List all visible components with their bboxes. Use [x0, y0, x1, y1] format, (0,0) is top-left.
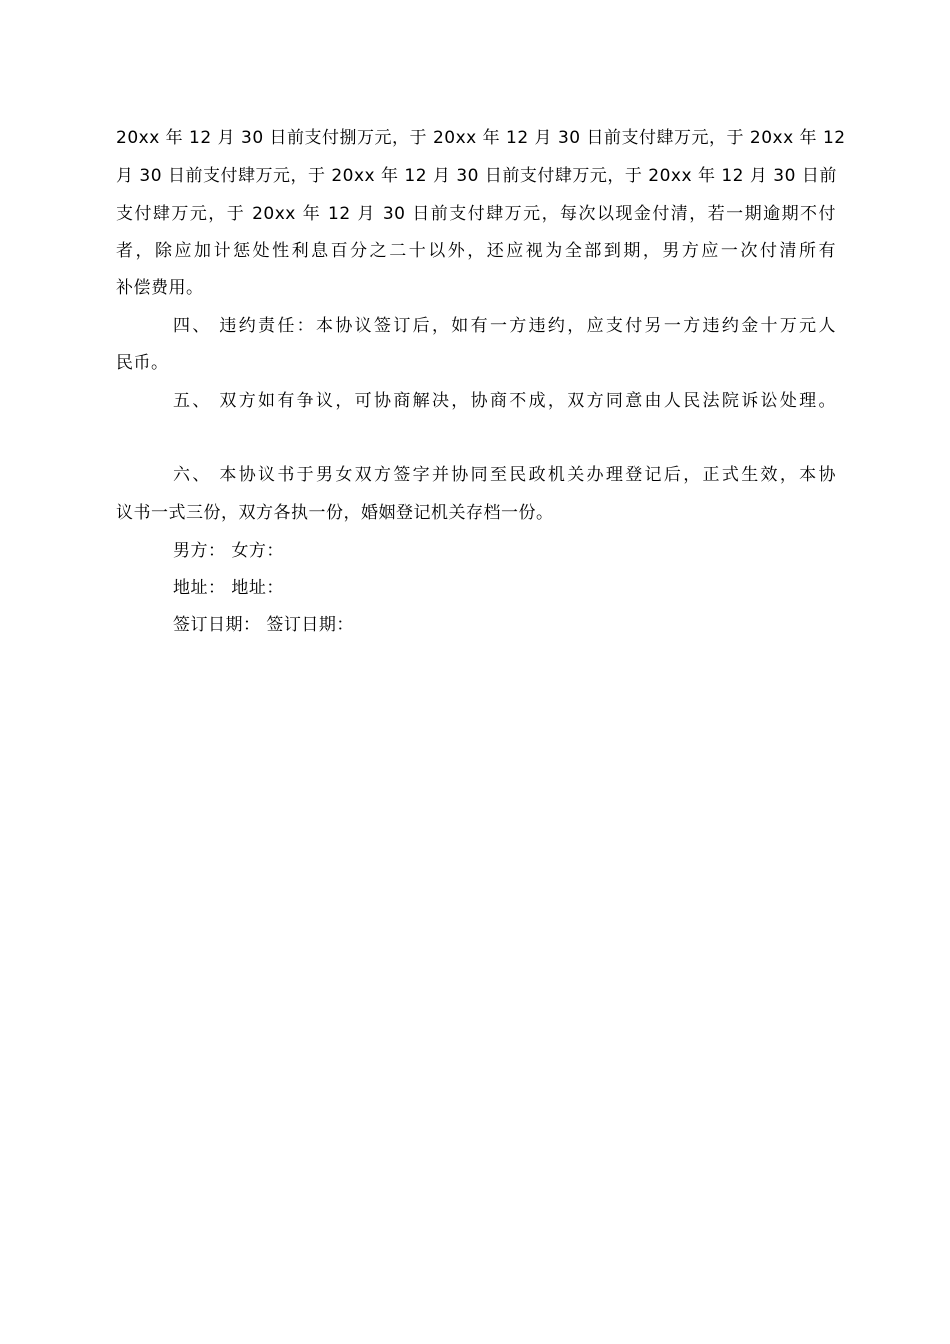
signature-parties: 男方： 女方： [173, 541, 284, 561]
text-line: 民币。 [116, 353, 169, 373]
text-line: 议书一式三份，双方各执一份，婚姻登记机关存档一份。 [116, 503, 554, 523]
signature-address: 地址： 地址： [173, 578, 284, 598]
text-line: 补偿费用。 [116, 278, 204, 298]
text-line: 20xx 年 12 月 30 日前支付捌万元，于 20xx 年 12 月 30 日前支付肆万元，于 20xx 年 12 [116, 128, 846, 148]
signature-date: 签订日期： 签订日期： [173, 615, 354, 635]
text-line: 者，除应加计惩处性利息百分之二十以外，还应视为全部到期，男方应一次付清所有 [116, 241, 836, 261]
text-line: 四、 违约责任：本协议签订后，如有一方违约，应支付另一方违约金十万元人 [173, 316, 836, 336]
text-line: 五、 双方如有争议，可协商解决，协商不成，双方同意由人民法院诉讼处理。 [173, 391, 836, 411]
text-line: 月 30 日前支付肆万元，于 20xx 年 12 月 30 日前支付肆万元，于 20xx 年 12 月 30 日前 [116, 166, 837, 186]
text-line: 支付肆万元，于 20xx 年 12 月 30 日前支付肆万元，每次以现金付清，若一期逾期不付 [116, 204, 836, 224]
text-line: 六、 本协议书于男女双方签字并协同至民政机关办理登记后，正式生效，本协 [173, 465, 836, 485]
